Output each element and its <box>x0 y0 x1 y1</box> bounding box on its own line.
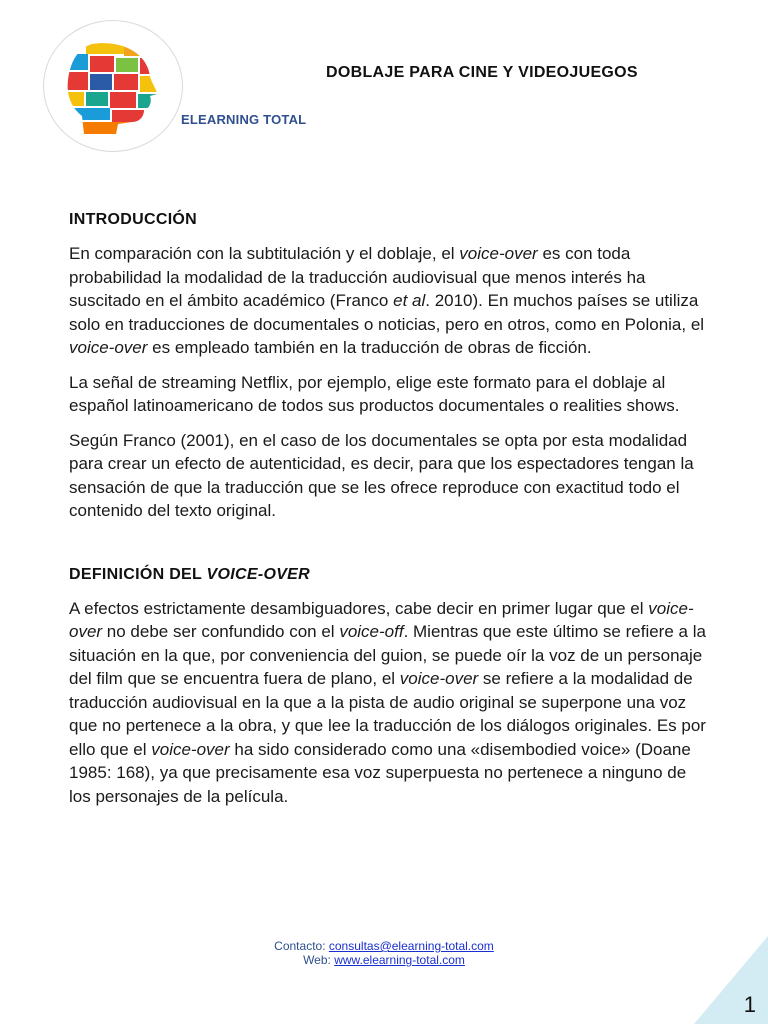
corner-decoration <box>694 936 768 1024</box>
page-footer <box>0 939 768 967</box>
website-link[interactable]: www.elearning-total.com <box>334 953 465 967</box>
paragraph: A efectos estrictamente desambiguadores, cabe decir en primer lugar que el voice-over no debe ser confundido con el voice-off. Mientras que este último se refiere a la situación en la que, por conveniencia del guion, se puede oír la voz de un personaje del film que se encuentra fuera de plano, el voice-over se refiere a la modalidad de traducción audiovisual en la que a la pista de audio original se superpone una voz que no pertenece a la obra, y que lee la traducción de los diálogos originales. Es por ello que el voice-over ha sido considerado como una «disembodied voice» (Doane 1985: 168), ya que precisamente esa voz superpuesta no pertenece a ninguno de los personajes de la película. <box>69 598 706 806</box>
web-line: Web: www.elearning-total.com <box>303 953 465 967</box>
contact-email-link[interactable]: consultas@elearning-total.com <box>328 939 494 953</box>
contact-line: Contacto: consultas@elearning-total.com <box>274 939 494 953</box>
document-title: DOBLAJE PARA CINE Y VIDEOJUEGOS <box>326 64 638 81</box>
page-number: 1 <box>743 992 756 1017</box>
section-heading-definicion: DEFINICIÓN DEL VOICE-OVER <box>69 565 311 583</box>
paragraph: En comparación con la subtitulación y el doblaje, el voice-over es con toda probabilidad la modalidad de la traducción audiovisual que menos interés ha suscitado en el ámbito académico (Franco et al. 2010). En muchos países se utiliza solo en traducciones de documentales o noticias, pero en otros, como en Polonia, el voice-over es empleado también en la traducción de obras de ficción. <box>69 244 705 357</box>
paragraph: La señal de streaming Netflix, por ejemplo, elige este formato para el doblaje al español latinoamericano de todos sus productos documentales o realities shows. <box>69 372 680 415</box>
paragraph: Según Franco (2001), en el caso de los documentales se opta por esta modalidad para crear un efecto de autenticidad, es decir, para que los espectadores tengan la sensación de que la traducción que se les ofrece reproduce con exactitud todo el contenido del texto original. <box>69 430 694 520</box>
section-heading-introduccion: INTRODUCCIÓN <box>69 211 198 228</box>
brand-name: ELEARNING TOTAL <box>181 112 307 127</box>
document-body <box>69 208 709 819</box>
colorful-head-icon <box>66 42 158 134</box>
